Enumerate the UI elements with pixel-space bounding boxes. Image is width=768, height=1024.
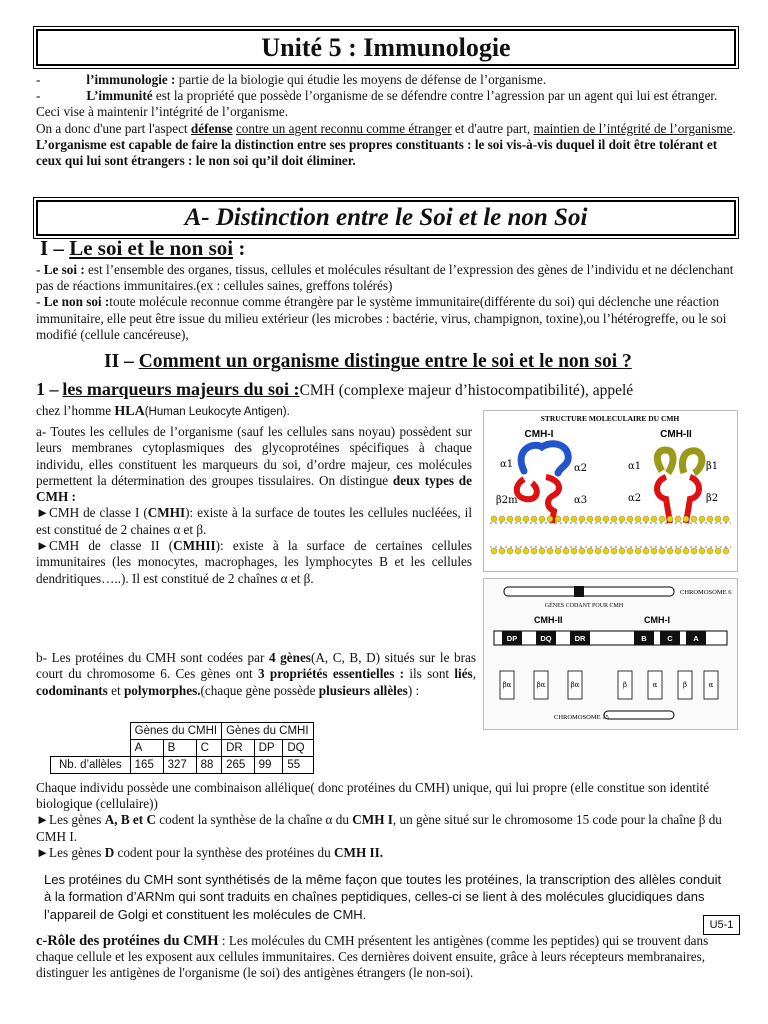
lipid-head	[691, 516, 697, 522]
cmh2-beta1-domain	[683, 451, 702, 473]
text-bold: A, B et C	[104, 812, 156, 828]
lipid-heads-bottom	[491, 548, 729, 554]
table-row	[51, 757, 314, 774]
page-number-badge: U5-1	[703, 915, 740, 935]
term-nonsoi: - Le non soi :	[36, 294, 110, 310]
cmh1-b2m-domain	[517, 479, 537, 499]
s1-hla-line	[36, 403, 476, 420]
protein-chain-label: βα	[570, 681, 580, 689]
label-alpha2: α2	[574, 463, 588, 474]
s1-para-a	[36, 424, 472, 587]
lipid-head	[611, 548, 617, 554]
chromosome6-bar	[504, 587, 674, 596]
lipid-head	[715, 516, 721, 522]
s1-para-b	[36, 650, 476, 699]
lipid-head	[515, 548, 521, 554]
section-a-heading: A- Distinction entre le Soi et le non Soi	[36, 200, 736, 236]
text: ils sont	[404, 666, 455, 682]
protein-chain-label: βα	[502, 681, 512, 689]
text-bold: 4 gènes	[268, 650, 311, 665]
lipid-head	[707, 548, 713, 554]
membrane-bilayer	[490, 516, 731, 554]
combinaison-paragraph: Chaque individu possède une combinaison allélique( donc protéines du CMH) unique, qui lui propre (elle constitue son identité biologique (cellulaire))	[36, 780, 710, 812]
lipid-head	[675, 516, 681, 522]
text-bold: 3 propriétés essentielles :	[258, 666, 405, 682]
heading-text: Comment un organisme distingue entre le soi et le non soi ?	[138, 351, 632, 372]
lipid-head	[579, 516, 585, 522]
lipid-head	[563, 516, 569, 522]
cmh1-item	[36, 505, 472, 538]
term-hla: HLA	[114, 404, 145, 419]
page-title	[36, 29, 736, 66]
label-beta2m: β2m	[496, 495, 518, 506]
protein-chain-label: α	[652, 681, 658, 689]
lipid-head	[515, 516, 521, 522]
heading-num: I –	[40, 236, 64, 260]
table-header-genes	[51, 740, 314, 757]
def-nonsoi: toute molécule reconnue comme étrangère par le système immunitaire(différente du soi) qui déclenche une réaction immunitaire, elle peut être issue du milieu extérieur (les microbes : bactérie, virus, champignon, toxine),ou l’hétérogreffe, ou le soi modifié (cellule cancéreuse),	[36, 294, 727, 342]
lipid-head	[523, 516, 529, 522]
lipid-head	[531, 548, 537, 554]
text-underlined: maintien de l’intégrité de l’organisme	[533, 120, 733, 136]
lipid-head	[491, 516, 497, 522]
text: (A, C, B, D) situés sur le bras court du chromosome 6. Ces gènes ont	[36, 650, 476, 682]
lipid-head	[691, 548, 697, 554]
text: (chaque gène possède	[200, 682, 319, 698]
lipid-head	[675, 548, 681, 554]
lipid-head	[667, 516, 673, 522]
text: ►Les gènes	[36, 812, 105, 828]
group-header-cmh2: Gènes du CMHI	[222, 723, 313, 740]
text: ►Les gènes	[36, 844, 105, 860]
lipid-head	[659, 516, 665, 522]
text: ►CMH de classe I (	[36, 505, 148, 521]
s1-heading	[36, 380, 736, 400]
gene-label: C	[667, 634, 673, 643]
lipid-head	[539, 516, 545, 522]
gene-label: B	[641, 634, 647, 643]
chromosome6-band	[574, 586, 584, 597]
protein-chains	[500, 671, 718, 699]
allele-count: 327	[163, 757, 196, 774]
text: ): existe à la surface de toutes les cellules nucléées, il est constitué de 2 chaines α et β.	[36, 505, 472, 537]
protein-chain-label: β	[682, 681, 688, 689]
text: ►CMH de classe II (	[36, 538, 174, 554]
lipid-head	[651, 516, 657, 522]
def-soi: est l’ensemble des organes, tissus, cellules et molécules résultant de l’expression des gènes de l’individu et ne déclenchant pas de réactions immunitaires.(ex : cellules saines, greffons tolérés)	[36, 262, 734, 294]
label-cmh1: CMH-I	[644, 615, 670, 625]
heading-tail: CMH (complexe majeur d’histocompatibilité), appelé	[299, 382, 634, 399]
cmh1-alpha-domain	[521, 444, 568, 473]
chromosome-diagram	[484, 579, 737, 729]
text-bold: D	[104, 844, 115, 860]
heading-text: les marqueurs majeurs du soi :	[62, 379, 300, 399]
lipid-head	[547, 548, 553, 554]
cmh2-alpha2-domain	[657, 477, 670, 523]
label-beta2: β2	[706, 493, 719, 504]
title-prefix: Unité 5 :	[261, 33, 357, 62]
protein-chain-label: β	[622, 681, 628, 689]
text: ) :	[407, 682, 420, 698]
gene-header: B	[163, 740, 196, 757]
lipid-head	[619, 516, 625, 522]
part1-heading	[40, 236, 730, 260]
lipid-head	[523, 548, 529, 554]
part1-body	[36, 262, 736, 343]
lipid-head	[587, 548, 593, 554]
gene-header: DR	[222, 740, 254, 757]
text: codent la synthèse de la chaîne α du	[156, 812, 353, 828]
text-bold: codominants	[36, 682, 108, 698]
heading-num: II –	[104, 351, 134, 372]
gene-header: DQ	[283, 740, 313, 757]
title-main: Immunologie	[363, 33, 511, 62]
label-alpha3: α3	[574, 495, 588, 506]
lipid-head	[603, 516, 609, 522]
role-paragraph	[36, 933, 736, 982]
lipid-head	[507, 548, 513, 554]
lipid-head	[659, 548, 665, 554]
text: ,	[472, 666, 476, 682]
lipid-head	[603, 548, 609, 554]
text: , un gène situé sur le chromosome 15 code pour la chaîne β du CMH I.	[36, 812, 722, 844]
lipid-head	[595, 548, 601, 554]
row-label: Nb. d’allèles	[51, 757, 131, 774]
term-immunite: L’immunité	[86, 88, 153, 104]
text-bold: CMHI	[147, 505, 186, 521]
label-alpha1: α1	[500, 459, 514, 470]
lipid-head	[723, 548, 729, 554]
group-header-cmh1: Gènes du CMHI	[130, 723, 221, 740]
soi-definition	[36, 262, 736, 294]
heading-text: Le soi et le non soi	[69, 236, 234, 260]
text: : Les molécules du CMH présentent les antigènes (comme les peptides) qui se trouvent dans chaque cellule et les exposent aux cellules immunitaires. Ces dernières doivent ensuite, grâce à leurs récepteurs membranaires, distinguer les antigènes de l'organisme (le soi) des antigènes étrangers (le non-soi).	[36, 933, 709, 981]
label-cmh1: CMH-I	[524, 429, 554, 440]
text: a- Toutes les cellules de l’organisme (sauf les cellules sans noyau) possèdent sur leurs membranes cytoplasmiques des glycoprotéines spécifiques à chaque individu, elles constituent les marqueurs du soi, d’ordre majeur, ces molécules permettent la détermination des groupes tissulaires. On distingue	[36, 424, 472, 488]
def-immunite: est la propriété que possède l’organisme de se défendre contre l’agression par un agent qui lui est étranger. Ceci vise à maintenir l’intégrité de l’organisme.	[36, 88, 718, 120]
lipid-head	[499, 548, 505, 554]
label-cmh2: CMH-II	[660, 429, 692, 440]
after-table	[36, 780, 736, 861]
lipid-head	[563, 548, 569, 554]
nonsoi-definition	[36, 294, 736, 343]
protein-chain-label: α	[708, 681, 714, 689]
text-underlined: contre un agent reconnu comme étranger	[235, 120, 452, 136]
text: codent pour la synthèse des protéines du	[114, 844, 334, 860]
text-bold: plusieurs allèles	[318, 682, 408, 698]
lipid-head	[595, 516, 601, 522]
allele-count: 99	[254, 757, 283, 774]
heading-colon: :	[233, 236, 246, 260]
allele-count: 165	[130, 757, 163, 774]
gene-label: DQ	[540, 634, 552, 643]
text: On a donc d'une part l'aspect	[36, 120, 191, 136]
lipid-head	[611, 516, 617, 522]
allele-count: 88	[196, 757, 222, 774]
lipid-head	[683, 548, 689, 554]
dash: -	[36, 72, 41, 87]
lipid-head	[571, 516, 577, 522]
intro-definitions	[36, 72, 736, 169]
text: et d'autre part,	[451, 120, 534, 136]
intro-line-distinction: L’organisme est capable de faire la distinction entre ses propres constituants : le soi vis-à-vis duquel il doit être tolérant et ceux qui lui sont étrangers : le non soi qu’il doit éliminer.	[36, 136, 718, 169]
def-immunologie: partie de la biologie qui étudie les moyens de défense de l’organisme.	[175, 72, 547, 87]
table-header-group	[51, 723, 314, 740]
label-alpha1: α1	[628, 461, 642, 472]
label-beta1: β1	[706, 461, 719, 472]
lipid-head	[651, 548, 657, 554]
text-bold: deux types de CMH :	[36, 472, 472, 505]
text: chez l’homme	[36, 403, 115, 418]
cmh2-alpha1-domain	[657, 450, 673, 473]
label-chromosome6: CHROMOSOME 6	[680, 589, 732, 596]
lipid-head	[699, 516, 705, 522]
lipid-head	[491, 548, 497, 554]
gene-header: DP	[254, 740, 283, 757]
lipid-head	[539, 548, 545, 554]
text-bold: polymorphes.	[123, 682, 201, 698]
protein-chain-label: βα	[536, 681, 546, 689]
lipid-head	[635, 516, 641, 522]
cmh-structure-diagram	[484, 411, 737, 571]
lipid-head	[627, 516, 633, 522]
lipid-head	[643, 548, 649, 554]
lipid-head	[643, 516, 649, 522]
lipid-head	[555, 516, 561, 522]
label-cmh2: CMH-II	[534, 615, 563, 625]
lipid-head	[555, 548, 561, 554]
cmh-structure-figure	[483, 410, 738, 572]
text: (Human Leukocyte Antigen).	[144, 406, 290, 418]
lipid-head	[499, 516, 505, 522]
intro-line-immunite	[36, 88, 736, 120]
lipid-head	[547, 516, 553, 522]
gene-label: DP	[506, 634, 518, 643]
empty-cell	[51, 740, 131, 757]
lipid-head	[699, 548, 705, 554]
dash: -	[36, 88, 41, 104]
term-defense: défense	[190, 120, 233, 136]
text: .	[732, 120, 736, 136]
text: b- Les protéines du CMH sont codées par	[36, 650, 269, 665]
text-bold: liés	[454, 666, 473, 682]
genes-d-paragraph	[36, 845, 736, 861]
gene-header: C	[196, 740, 222, 757]
cmh2-beta2-domain	[686, 477, 699, 523]
gene-label: A	[693, 634, 699, 643]
lipid-head	[587, 516, 593, 522]
lipid-head	[507, 516, 513, 522]
lipid-head	[531, 516, 537, 522]
text: ): existe à la surface de certaines cellules immunitaires (les monocytes, macrophages, les lymphocytes B et les cellules dendritiques…..). Il est constitué de 2 chaînes α et β.	[36, 538, 472, 586]
heading-num: 1 –	[36, 379, 59, 399]
lipid-head	[627, 548, 633, 554]
text-bold: CMH I	[352, 812, 393, 828]
gene-label: DR	[574, 634, 586, 643]
empty-cell	[51, 723, 131, 740]
term-soi: - Le soi :	[36, 262, 85, 277]
gene-header: A	[130, 740, 163, 757]
intro-line-aspect	[36, 121, 736, 137]
alleles-table	[50, 722, 314, 774]
figure-title: STRUCTURE MOLECULAIRE DU CMH	[540, 414, 680, 423]
chromosome-genes-figure	[483, 578, 738, 730]
text-bold: c-Rôle des protéines du CMH	[36, 933, 219, 949]
part1	[40, 236, 730, 260]
lipid-head	[707, 516, 713, 522]
term-immunologie: l’immunologie :	[86, 72, 176, 87]
text: et	[107, 682, 124, 698]
genes-abc-paragraph	[36, 812, 736, 844]
text-bold: CMHII	[173, 538, 216, 554]
cmh2-item	[36, 538, 472, 587]
allele-count: 265	[222, 757, 254, 774]
lipid-heads-top	[491, 516, 729, 522]
lipid-head	[619, 548, 625, 554]
chromosome15-bar	[604, 711, 674, 719]
label-alpha2: α2	[628, 493, 642, 504]
part2-heading	[104, 350, 744, 374]
label-genes: GÈNES CODANT POUR CMH	[544, 603, 624, 609]
lipid-head	[571, 548, 577, 554]
lipid-head	[635, 548, 641, 554]
lipid-head	[667, 548, 673, 554]
lipid-head	[683, 516, 689, 522]
label-chromosome15: CHROMOSOME 15	[554, 714, 609, 721]
text-bold: CMH II.	[334, 844, 384, 860]
lipid-head	[723, 516, 729, 522]
lipid-head	[579, 548, 585, 554]
lipid-head	[715, 548, 721, 554]
intro-line-immunologie	[36, 72, 736, 88]
synthese-paragraph: Les protéines du CMH sont synthétisés de la même façon que toutes les protéines, la transcription des allèles conduit à la formation d’ARNm qui sont traduits en chaînes peptidiques, celles-ci se lient à des molécules glucidiques dans l’appareil de Golgi et constituent les molécules de CMH.	[44, 872, 722, 922]
allele-count: 55	[283, 757, 313, 774]
